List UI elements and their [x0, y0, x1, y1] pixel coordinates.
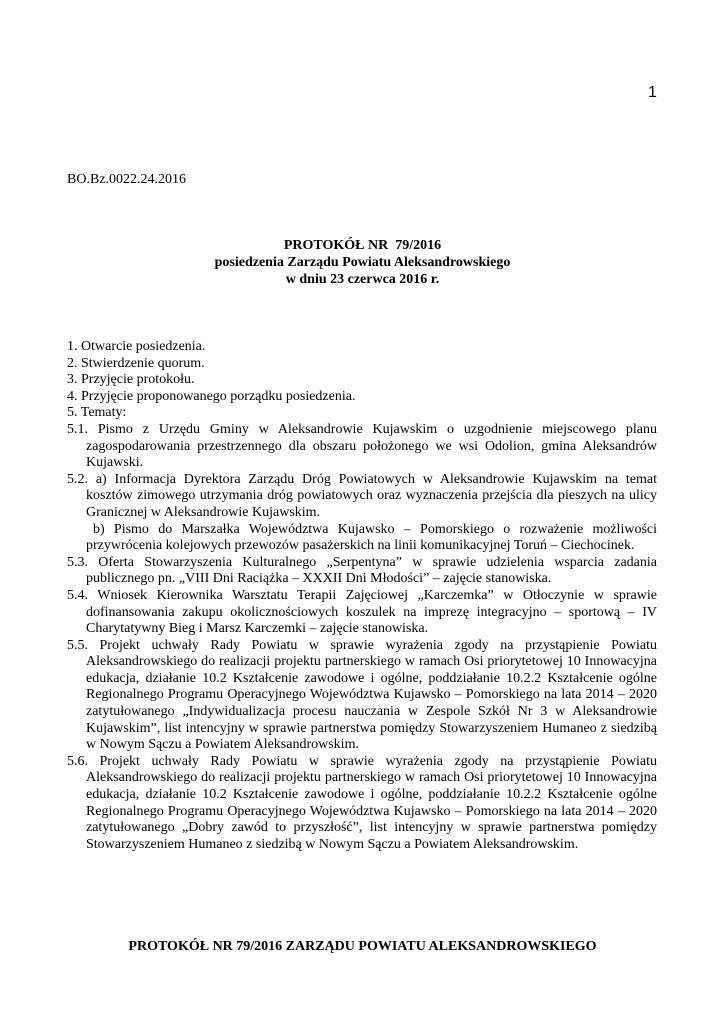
topic-item: 5.1. Pismo z Urzędu Gminy w Aleksandrowie Kujawskim o uzgodnienie miejscowego planu zagospodarowania przestrzennego dla obszaru położonego we wsi Odolion, gmina Aleksandrów Kujawski. [67, 421, 657, 471]
topic-item: 5.6. Projekt uchwały Rady Powiatu w sprawie wyrażenia zgody na przystąpienie Powiatu Aleksandrowskiego do realizacji projektu partnerskiego w ramach Osi priorytetowej 10 Innowacyjna edukacja, działanie 10.2 Kształcenie zawodowe i ogólne, poddziałanie 10.2.2 Kształcenie ogólne Regionalnego Programu Operacyjnego Województwa Kujawsko – Pomorskiego na lata 2014 – 2020 zatytułowanego „Dobry zawód to przyszłość”, list intencyjny w sprawie partnerstwa pomiędzy Stowarzyszeniem Humaneo z siedzibą w Nowym Sączu a Powiatem Aleksandrowskim. [67, 753, 657, 852]
document-footer: PROTOKÓŁ NR 79/2016 ZARZĄDU POWIATU ALEKSANDROWSKIEGO [128, 939, 597, 954]
title-line-2: posiedzenia Zarządu Powiatu Aleksandrowskiego [214, 255, 511, 270]
topic-item: 5.5. Projekt uchwały Rady Powiatu w sprawie wyrażenia zgody na przystąpienie Powiatu Aleksandrowskiego do realizacji projektu partnerskiego w ramach Osi priorytetowej 10 Innowacyjna edukacja, działanie 10.2 Kształcenie zawodowe i ogólne, poddziałanie 10.2.2 Kształcenie ogólne Regionalnego Programu Operacyjnego Województwa Kujawsko – Pomorskiego na lata 2014 – 2020 zatytułowanego „Indywidualizacja procesu nauczania w Zespole Szkół Nr 3 w Aleksandrowie Kujawskim”, list intencyjny w sprawie partnerstwa pomiędzy Stowarzyszeniem Humaneo z siedzibą w Nowym Sączu a Powiatem Aleksandrowskim. [67, 637, 657, 753]
topic-subitem: b) Pismo do Marszałka Województwa Kujawsko – Pomorskiego o rozważenie możliwości przywrócenia kolejowych przewozów pasażerskich na linii komunikacyjnej Toruń – Ciechocinek. [86, 521, 657, 554]
document-title [0, 237, 725, 288]
agenda-list [67, 339, 657, 853]
topic-item: 5.4. Wniosek Kierownika Warsztatu Terapii Zajęciowej „Karczemka” w Otłoczynie w sprawie dofinansowania zakupu okolicznościowych koszulek na imprezę integracyjno – sportową – IV Charytatywny Bieg i Marsz Karczemki – zajęcie stanowiska. [67, 587, 657, 637]
agenda-item: 4. Przyjęcie proponowanego porządku posiedzenia. [67, 388, 356, 404]
agenda-item: 2. Stwierdzenie quorum. [67, 355, 205, 371]
page-number: 1 [648, 84, 657, 101]
agenda-item: 1. Otwarcie posiedzenia. [67, 339, 206, 354]
topic-item: 5.2. a) Informacja Dyrektora Zarządu Dróg Powiatowych w Aleksandrowie Kujawskim na temat kosztów zimowego utrzymania dróg powiatowych oraz wyznaczenia przejścia dla pieszych na ulicy Granicznej w Aleksandrowie Kujawskim. [67, 471, 657, 520]
agenda-item: 5. Tematy: [67, 405, 127, 421]
document-reference: BO.Bz.0022.24.2016 [67, 172, 186, 187]
title-line-3: w dniu 23 czerwca 2016 r. [285, 272, 440, 287]
title-line-1: PROTOKÓŁ NR 79/2016 [283, 238, 442, 253]
topic-item: 5.3. Oferta Stowarzyszenia Kulturalnego „Serpentyna” w sprawie udzielenia wsparcia zadania publicznego pn. „VIII Dni Raciążka – XXXII Dni Młodości” – zajęcie stanowiska. [67, 554, 657, 587]
agenda-item: 3. Przyjęcie protokołu. [67, 372, 195, 388]
